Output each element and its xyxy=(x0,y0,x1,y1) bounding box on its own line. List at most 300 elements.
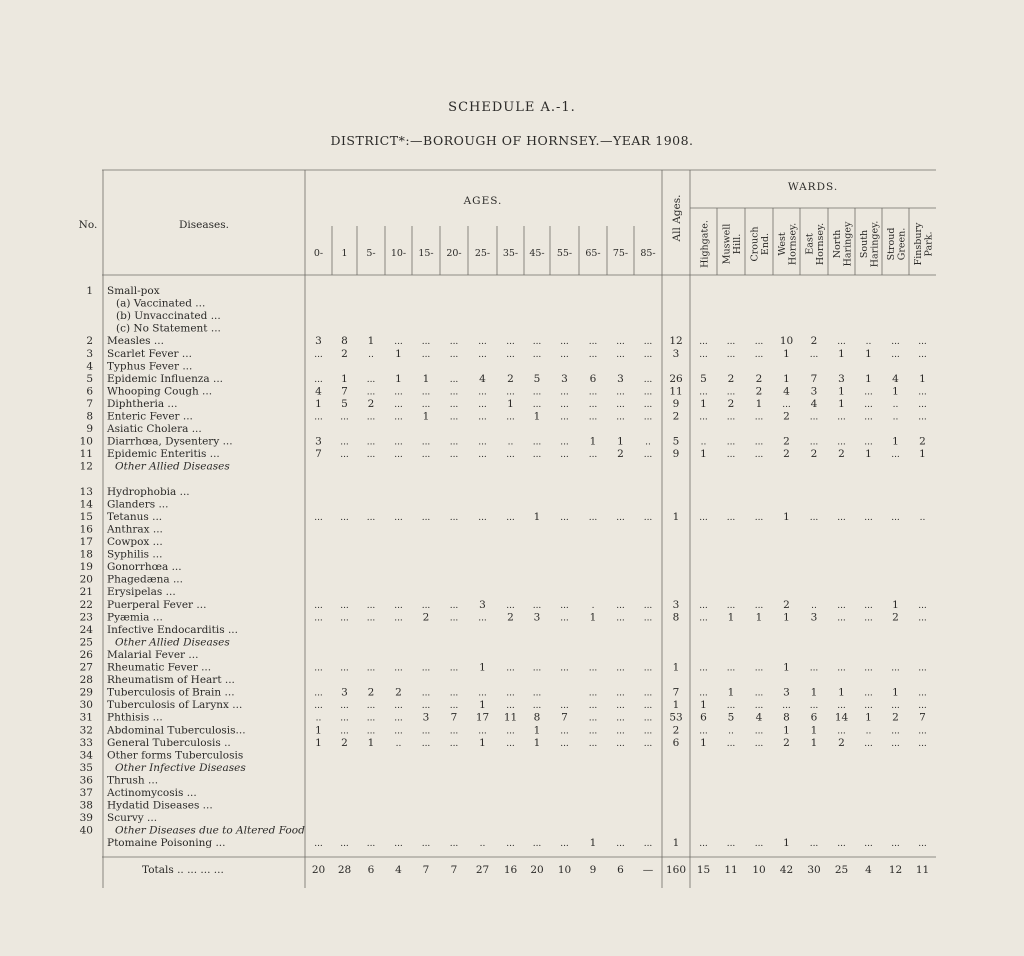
row-number: 39 xyxy=(79,812,93,825)
cell-value: 7 xyxy=(450,711,458,724)
ward-label xyxy=(886,228,908,261)
cell-empty: ... xyxy=(837,337,846,348)
cell-empty: .. xyxy=(507,437,514,448)
row-number: 36 xyxy=(79,774,93,787)
age-group-label: 45- xyxy=(529,248,545,259)
cell-value: 7 xyxy=(672,686,680,699)
cell-empty: ... xyxy=(809,412,819,423)
cell-empty: ... xyxy=(588,450,598,461)
cell-empty: ... xyxy=(478,337,487,348)
disease-name: Cowpox ... xyxy=(107,536,163,548)
cell-empty: ... xyxy=(366,613,376,624)
cell-empty: ... xyxy=(532,688,542,699)
cell-empty: ... xyxy=(366,450,376,461)
cell-value: 1 xyxy=(919,448,926,461)
cell-empty: ... xyxy=(366,713,376,724)
cell-value: 5 xyxy=(341,397,348,410)
disease-name: Tuberculosis of Larynx ... xyxy=(107,699,243,712)
cell-value: 4 xyxy=(892,372,899,385)
cell-empty: ... xyxy=(918,738,927,749)
cell-empty: ... xyxy=(809,349,819,360)
cell-empty: ... xyxy=(588,688,598,699)
ward-label-line: Muswell xyxy=(721,223,733,265)
age-group-label: 55- xyxy=(556,248,573,259)
row-number: 40 xyxy=(79,824,93,837)
ward-label-line: Hill. xyxy=(732,233,743,255)
table-row xyxy=(86,398,927,410)
cell-empty: ... xyxy=(478,412,487,423)
cell-empty: ... xyxy=(837,412,846,423)
totals-value: 11 xyxy=(915,864,930,876)
cell-value: 1 xyxy=(810,736,818,749)
cell-empty: ... xyxy=(699,600,708,611)
cell-empty: ... xyxy=(449,412,459,423)
cell-empty: ... xyxy=(340,600,349,611)
table-row xyxy=(86,411,927,423)
row-number: 27 xyxy=(79,661,93,674)
table-row xyxy=(80,436,926,448)
cell-empty: ... xyxy=(643,450,653,461)
cell-empty: ... xyxy=(560,600,569,611)
cell-empty: ... xyxy=(506,450,515,461)
row-number: 9 xyxy=(86,423,93,436)
cell-empty: ... xyxy=(560,738,569,749)
cell-value: 1 xyxy=(315,397,322,410)
cell-empty: ... xyxy=(394,663,403,674)
table-row xyxy=(80,636,231,648)
cell-value: 1 xyxy=(727,686,735,699)
cell-value: 1 xyxy=(700,699,707,712)
cell-empty: ... xyxy=(864,839,873,850)
row-number: 12 xyxy=(79,460,93,473)
cell-value: 1 xyxy=(838,385,845,398)
cell-value: 1 xyxy=(479,736,486,749)
cell-empty: ... xyxy=(506,688,515,699)
cell-empty: ... xyxy=(449,399,459,410)
row-number: 20 xyxy=(79,573,93,586)
cell-empty: ... xyxy=(421,688,431,699)
cell-empty: ... xyxy=(478,450,487,461)
row-number: 29 xyxy=(79,686,93,699)
cell-empty: ... xyxy=(394,839,403,850)
cell-empty: ... xyxy=(394,337,403,348)
cell-value: 1 xyxy=(672,661,680,674)
cell-empty: ... xyxy=(699,512,708,523)
disease-name: Whooping Cough ... xyxy=(107,385,213,398)
cell-empty: ... xyxy=(314,412,323,423)
cell-value: 6 xyxy=(589,372,597,385)
cell-value: 7 xyxy=(315,448,322,461)
disease-name: Epidemic Influenza ... xyxy=(107,372,224,385)
cell-value: 11 xyxy=(503,711,518,724)
cell-value: 1 xyxy=(783,372,790,385)
table-row xyxy=(80,649,199,661)
cell-empty: ... xyxy=(314,512,323,523)
row-number: 35 xyxy=(79,761,93,774)
cell-value: 7 xyxy=(341,385,348,398)
totals-value: 20 xyxy=(311,864,326,876)
cell-empty: .. xyxy=(395,738,402,749)
cell-value: 2 xyxy=(367,686,375,699)
table-row xyxy=(80,611,927,623)
row-number: 3 xyxy=(86,347,93,360)
cell-value: 12 xyxy=(669,335,683,348)
cell-empty: ... xyxy=(726,412,736,423)
ward-label-line: Highgate. xyxy=(699,220,711,268)
totals-label: Totals .. ... ... ... xyxy=(142,864,224,876)
disease-name: Puerperal Fever ... xyxy=(107,598,207,611)
cell-empty: ... xyxy=(394,387,403,398)
cell-empty: ... xyxy=(314,839,323,850)
cell-value: 1 xyxy=(892,598,899,611)
disease-name: Diphtheria ... xyxy=(107,397,178,410)
cell-empty: ... xyxy=(837,613,846,624)
cell-empty: ... xyxy=(837,839,846,850)
totals-value: 9 xyxy=(589,864,597,876)
cell-empty: ... xyxy=(699,349,708,360)
cell-value: 2 xyxy=(507,372,514,385)
cell-empty: ... xyxy=(478,437,487,448)
cell-empty: ... xyxy=(864,701,873,712)
cell-empty: ... xyxy=(754,600,764,611)
cell-empty: ... xyxy=(366,839,376,850)
cell-empty: ... xyxy=(616,600,625,611)
cell-value: 5 xyxy=(533,372,541,385)
cell-empty: ... xyxy=(394,613,403,624)
cell-empty: ... xyxy=(864,512,873,523)
cell-empty: ... xyxy=(506,726,515,737)
cell-value: 11 xyxy=(669,385,683,398)
cell-value: 4 xyxy=(755,711,763,724)
cell-value: 3 xyxy=(783,686,790,699)
cell-value: 2 xyxy=(810,448,818,461)
cell-empty: ... xyxy=(726,512,736,523)
cell-empty: ... xyxy=(699,613,708,624)
cell-empty: ... xyxy=(588,726,598,737)
table-row xyxy=(116,298,205,310)
cell-empty: ... xyxy=(560,701,569,712)
cell-value: 7 xyxy=(561,711,568,724)
cell-empty: ... xyxy=(918,663,927,674)
cell-empty: ... xyxy=(560,512,569,523)
cell-empty: ... xyxy=(891,738,900,749)
cell-empty: ... xyxy=(340,713,349,724)
cell-empty: ... xyxy=(421,349,431,360)
cell-empty: ... xyxy=(449,726,459,737)
cell-empty: ... xyxy=(506,349,515,360)
cell-empty: ... xyxy=(560,412,569,423)
cell-value: 2 xyxy=(892,711,899,724)
cell-value: 1 xyxy=(865,347,872,360)
cell-empty: ... xyxy=(643,688,653,699)
cell-empty: ... xyxy=(837,600,846,611)
row-number: 4 xyxy=(86,360,93,373)
cell-empty: ... xyxy=(394,512,403,523)
cell-empty: ... xyxy=(891,663,900,674)
row-number: 1 xyxy=(86,285,93,297)
row-number: 21 xyxy=(79,586,93,599)
disease-name: Thrush ... xyxy=(107,774,159,787)
header-wards: WARDS. xyxy=(787,181,839,193)
table-row xyxy=(80,724,927,736)
cell-empty: ... xyxy=(366,374,376,385)
disease-name: Anthrax ... xyxy=(107,523,163,536)
cell-empty: ... xyxy=(340,512,349,523)
cell-empty: ... xyxy=(754,349,764,360)
cell-empty: ... xyxy=(754,450,764,461)
disease-name: Other forms Tuberculosis xyxy=(107,749,244,762)
totals-value: 12 xyxy=(888,864,903,876)
ward-label-line: End. xyxy=(760,232,771,256)
cell-empty: ... xyxy=(478,726,487,737)
totals-value: 27 xyxy=(475,864,490,876)
cell-value: 2 xyxy=(395,686,402,699)
cell-value: 3 xyxy=(561,372,568,385)
cell-value: 1 xyxy=(838,397,845,410)
row-number: 25 xyxy=(79,636,93,649)
cell-empty: ... xyxy=(560,437,569,448)
disease-name: Scurvy ... xyxy=(107,812,158,825)
row-number: 5 xyxy=(86,372,93,385)
cell-empty: ... xyxy=(449,512,459,523)
totals-value: 7 xyxy=(422,864,430,876)
cell-empty: ... xyxy=(726,450,736,461)
cell-empty: ... xyxy=(421,663,431,674)
totals-value: 6 xyxy=(617,864,624,876)
cell-value: 1 xyxy=(783,510,790,523)
cell-value: 1 xyxy=(672,510,680,523)
cell-empty: ... xyxy=(560,349,569,360)
table-row xyxy=(80,561,182,573)
age-group-label: 35- xyxy=(502,248,519,259)
cell-empty: ... xyxy=(864,688,873,699)
ward-label-line: Haringey. xyxy=(869,220,881,268)
cell-empty: ... xyxy=(616,613,625,624)
totals-value: 4 xyxy=(865,864,872,876)
table-row xyxy=(86,423,201,435)
cell-value: 3 xyxy=(672,598,680,611)
cell-value: 1 xyxy=(672,699,680,712)
cell-empty: ... xyxy=(421,726,431,737)
cell-empty: ... xyxy=(449,600,459,611)
cell-empty: ... xyxy=(421,839,431,850)
cell-empty: ... xyxy=(560,337,569,348)
cell-empty: ... xyxy=(643,663,653,674)
cell-value: 2 xyxy=(727,372,735,385)
cell-empty: ... xyxy=(782,399,791,410)
cell-value: 1 xyxy=(783,611,790,624)
cell-empty: ... xyxy=(449,437,459,448)
table-row xyxy=(80,812,157,824)
table-row xyxy=(80,787,197,799)
cell-empty: ... xyxy=(616,349,625,360)
cell-empty: ... xyxy=(754,663,764,674)
age-group-label: 15- xyxy=(418,248,434,259)
table-row xyxy=(80,511,926,523)
cell-value: 1 xyxy=(422,410,430,423)
cell-empty: ... xyxy=(616,512,625,523)
cell-empty: ... xyxy=(918,387,927,398)
cell-empty: ... xyxy=(754,437,764,448)
table-row xyxy=(80,712,926,724)
cell-empty: ... xyxy=(809,839,819,850)
disease-name: General Tuberculosis .. xyxy=(107,736,231,749)
totals-value: 25 xyxy=(834,864,849,876)
disease-name: Phagedæna ... xyxy=(107,573,183,586)
cell-empty: ... xyxy=(394,726,403,737)
table-row xyxy=(80,586,176,598)
disease-name: Small-pox xyxy=(107,285,160,297)
cell-empty: ... xyxy=(837,663,846,674)
cell-empty: ... xyxy=(726,701,736,712)
cell-empty: ... xyxy=(506,387,515,398)
cell-empty: ... xyxy=(314,600,323,611)
row-number: 30 xyxy=(79,699,93,712)
cell-empty: ... xyxy=(699,726,708,737)
cell-value: 1 xyxy=(755,611,763,624)
row-number: 10 xyxy=(79,435,93,448)
cell-empty: ... xyxy=(864,399,873,410)
cell-value: 4 xyxy=(810,397,818,410)
cell-value: 2 xyxy=(367,397,375,410)
cell-empty: ... xyxy=(478,688,487,699)
cell-empty: ... xyxy=(340,412,349,423)
cell-value: 1 xyxy=(838,686,845,699)
cell-value: 1 xyxy=(533,736,541,749)
row-number: 11 xyxy=(79,448,93,461)
row-number: 26 xyxy=(79,648,93,661)
disease-name: Hydrophobia ... xyxy=(107,485,190,498)
cell-value: 1 xyxy=(589,611,597,624)
cell-value: 8 xyxy=(341,335,348,348)
disease-name: Other Allied Diseases xyxy=(115,636,230,649)
table-row xyxy=(86,335,927,347)
table-row xyxy=(86,348,927,360)
table-row xyxy=(86,360,192,372)
cell-value: 3 xyxy=(838,372,845,385)
cell-empty: ... xyxy=(837,726,846,737)
disease-name: Malarial Fever ... xyxy=(107,648,199,661)
cell-empty: ... xyxy=(891,839,900,850)
cell-empty: ... xyxy=(478,387,487,398)
row-number: 14 xyxy=(79,498,93,511)
cell-empty: ... xyxy=(449,349,459,360)
row-number: 34 xyxy=(79,749,93,762)
cell-value: 1 xyxy=(783,837,790,850)
cell-value: 1 xyxy=(533,410,541,423)
cell-empty: ... xyxy=(588,399,598,410)
cell-value: 3 xyxy=(422,711,430,724)
cell-value: 6 xyxy=(810,711,818,724)
table-row xyxy=(80,825,305,837)
ward-label-line: East xyxy=(804,233,816,255)
cell-empty: ... xyxy=(340,663,349,674)
cell-empty: ... xyxy=(478,399,487,410)
totals-value: 42 xyxy=(779,864,794,876)
cell-empty: ... xyxy=(754,412,764,423)
disease-name: Erysipelas ... xyxy=(107,586,176,599)
cell-value: 2 xyxy=(755,372,763,385)
cell-empty: ... xyxy=(643,600,653,611)
cell-empty: ... xyxy=(726,437,736,448)
cell-value: 1 xyxy=(810,724,818,737)
cell-empty: ... xyxy=(754,726,764,737)
cell-value: 2 xyxy=(892,611,899,624)
table-row xyxy=(80,687,927,699)
cell-empty: ... xyxy=(532,701,542,712)
table-row xyxy=(80,461,231,473)
cell-value: 2 xyxy=(783,410,790,423)
cell-value: 2 xyxy=(810,335,818,348)
cell-empty: ... xyxy=(726,663,736,674)
totals-value: — xyxy=(642,864,654,876)
cell-empty: ... xyxy=(506,337,515,348)
totals-value: 30 xyxy=(807,864,821,876)
cell-empty: .. xyxy=(315,713,322,724)
cell-value: 2 xyxy=(755,385,763,398)
cell-value: 3 xyxy=(810,385,818,398)
table-row xyxy=(86,285,159,297)
cell-value: 1 xyxy=(589,435,597,448)
cell-value: 1 xyxy=(479,699,486,712)
cell-empty: ... xyxy=(532,839,542,850)
totals-value: 7 xyxy=(450,864,458,876)
cell-value: 1 xyxy=(315,736,322,749)
cell-empty: ... xyxy=(643,374,653,385)
cell-empty: ... xyxy=(616,387,625,398)
cell-empty: ... xyxy=(754,839,764,850)
row-number: 28 xyxy=(79,674,93,687)
cell-empty: ... xyxy=(616,337,625,348)
cell-empty: ... xyxy=(864,412,873,423)
cell-empty: ... xyxy=(532,387,542,398)
disease-name: Asiatic Cholera ... xyxy=(107,423,202,436)
cell-empty: ... xyxy=(616,399,625,410)
row-number: 19 xyxy=(79,561,93,574)
cell-value: 1 xyxy=(865,448,872,461)
cell-empty: .. xyxy=(865,726,872,737)
table-rules xyxy=(102,170,936,888)
cell-empty: ... xyxy=(421,512,431,523)
cell-empty: ... xyxy=(588,713,598,724)
table-row xyxy=(80,536,163,548)
cell-empty: ... xyxy=(891,726,900,737)
cell-empty: ... xyxy=(643,713,653,724)
cell-value: 4 xyxy=(315,385,322,398)
table-row xyxy=(80,574,183,586)
cell-empty: .. xyxy=(919,512,926,523)
cell-value: 1 xyxy=(315,724,322,737)
cell-empty: ... xyxy=(809,663,819,674)
cell-empty: ... xyxy=(643,839,653,850)
cell-value: 1 xyxy=(533,510,541,523)
cell-value: 1 xyxy=(341,372,348,385)
cell-value: 3 xyxy=(672,347,680,360)
cell-empty: ... xyxy=(506,663,515,674)
cell-empty: ... xyxy=(699,337,708,348)
cell-value: 9 xyxy=(672,397,680,410)
disease-name: Measles ... xyxy=(107,335,164,348)
row-number: 23 xyxy=(79,611,93,624)
cell-empty: ... xyxy=(918,726,927,737)
cell-empty: ... xyxy=(643,701,653,712)
cell-empty: ... xyxy=(532,663,542,674)
cell-value: 1 xyxy=(700,736,707,749)
ward-label-line: Hornsey. xyxy=(815,222,826,266)
cell-value: 2 xyxy=(838,736,845,749)
cell-value: 2 xyxy=(783,435,790,448)
cell-empty: ... xyxy=(340,450,349,461)
